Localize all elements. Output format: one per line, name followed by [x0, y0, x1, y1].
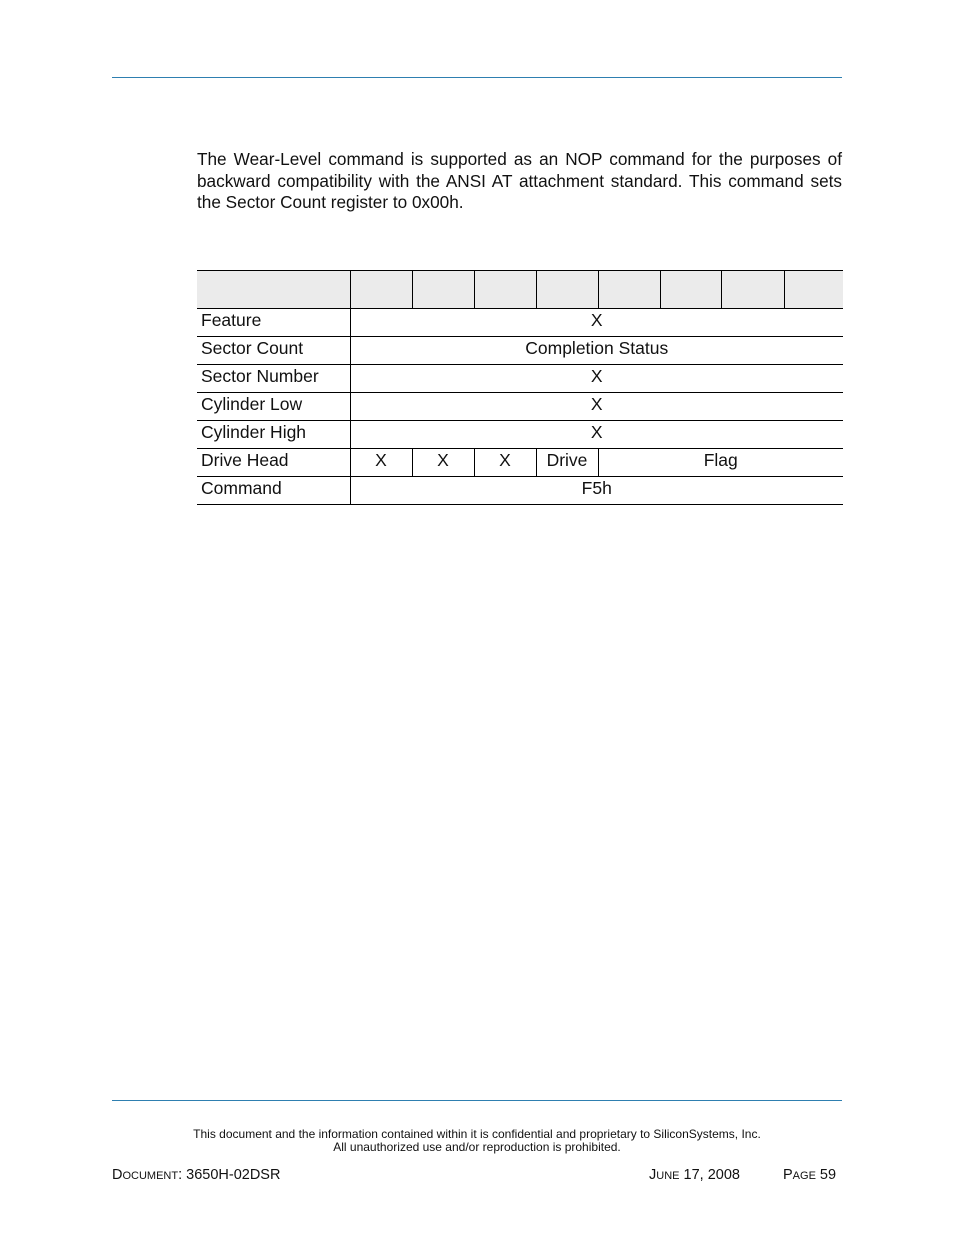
- table-row: [197, 449, 843, 477]
- page-label-rest: AGE: [792, 1170, 816, 1182]
- table-header-row: [197, 271, 843, 309]
- register-name: Cylinder High: [197, 421, 350, 449]
- register-value: X: [350, 365, 843, 393]
- register-value: X: [350, 421, 843, 449]
- register-name: Command: [197, 477, 350, 505]
- header-cell: [598, 271, 660, 309]
- bit-6-value: X: [412, 449, 474, 477]
- header-cell: [350, 271, 412, 309]
- register-name: Sector Number: [197, 365, 350, 393]
- header-cell: [412, 271, 474, 309]
- table-row: [197, 421, 843, 449]
- table-row: [197, 309, 843, 337]
- doc-label-initial: D: [112, 1167, 123, 1183]
- footer-rule: [112, 1100, 842, 1101]
- document-number: [112, 1167, 280, 1183]
- table-row: [197, 393, 843, 421]
- date-initial: J: [649, 1167, 657, 1183]
- reproduction-notice: All unauthorized use and/or reproduction is prohibited.: [333, 1140, 621, 1154]
- table-row: [197, 477, 843, 505]
- register-name: Cylinder Low: [197, 393, 350, 421]
- bit-7-value: X: [350, 449, 412, 477]
- date-month-rest: UNE: [656, 1170, 680, 1182]
- register-value: Completion Status: [350, 337, 843, 365]
- header-cell: [721, 271, 784, 309]
- header-cell: [474, 271, 536, 309]
- document-date: [649, 1167, 740, 1183]
- header-cell: [197, 271, 350, 309]
- bit-4-value: Drive: [536, 449, 598, 477]
- header-cell: [784, 271, 843, 309]
- table-row: [197, 337, 843, 365]
- register-name: Drive Head: [197, 449, 350, 477]
- register-value: X: [350, 309, 843, 337]
- header-rule: [112, 77, 842, 78]
- register-value: F5h: [350, 477, 843, 505]
- register-value: X: [350, 393, 843, 421]
- doc-label-rest: OCUMENT: [122, 1170, 179, 1182]
- register-name: Sector Count: [197, 337, 350, 365]
- register-name: Feature: [197, 309, 350, 337]
- page-label-initial: P: [783, 1167, 793, 1183]
- body-paragraph: The Wear-Level command is supported as an NOP command for the purposes of backward compatibility with the ANSI AT attachment standard. This command sets the Sector Count register to 0x00h.: [197, 149, 842, 212]
- header-cell: [536, 271, 598, 309]
- bit-5-value: X: [474, 449, 536, 477]
- page-number-value: 59: [815, 1167, 837, 1183]
- doc-number-value: : 3650H-02DSR: [178, 1167, 281, 1183]
- confidential-notice: This document and the information contained within it is confidential and proprietary to SiliconSystems, Inc.: [193, 1127, 761, 1141]
- date-value: 17, 2008: [679, 1167, 740, 1183]
- header-cell: [660, 271, 721, 309]
- table-row: [197, 365, 843, 393]
- page-number: [783, 1167, 836, 1183]
- register-table: [197, 270, 843, 505]
- bits-3-0-value: Flag: [598, 449, 843, 477]
